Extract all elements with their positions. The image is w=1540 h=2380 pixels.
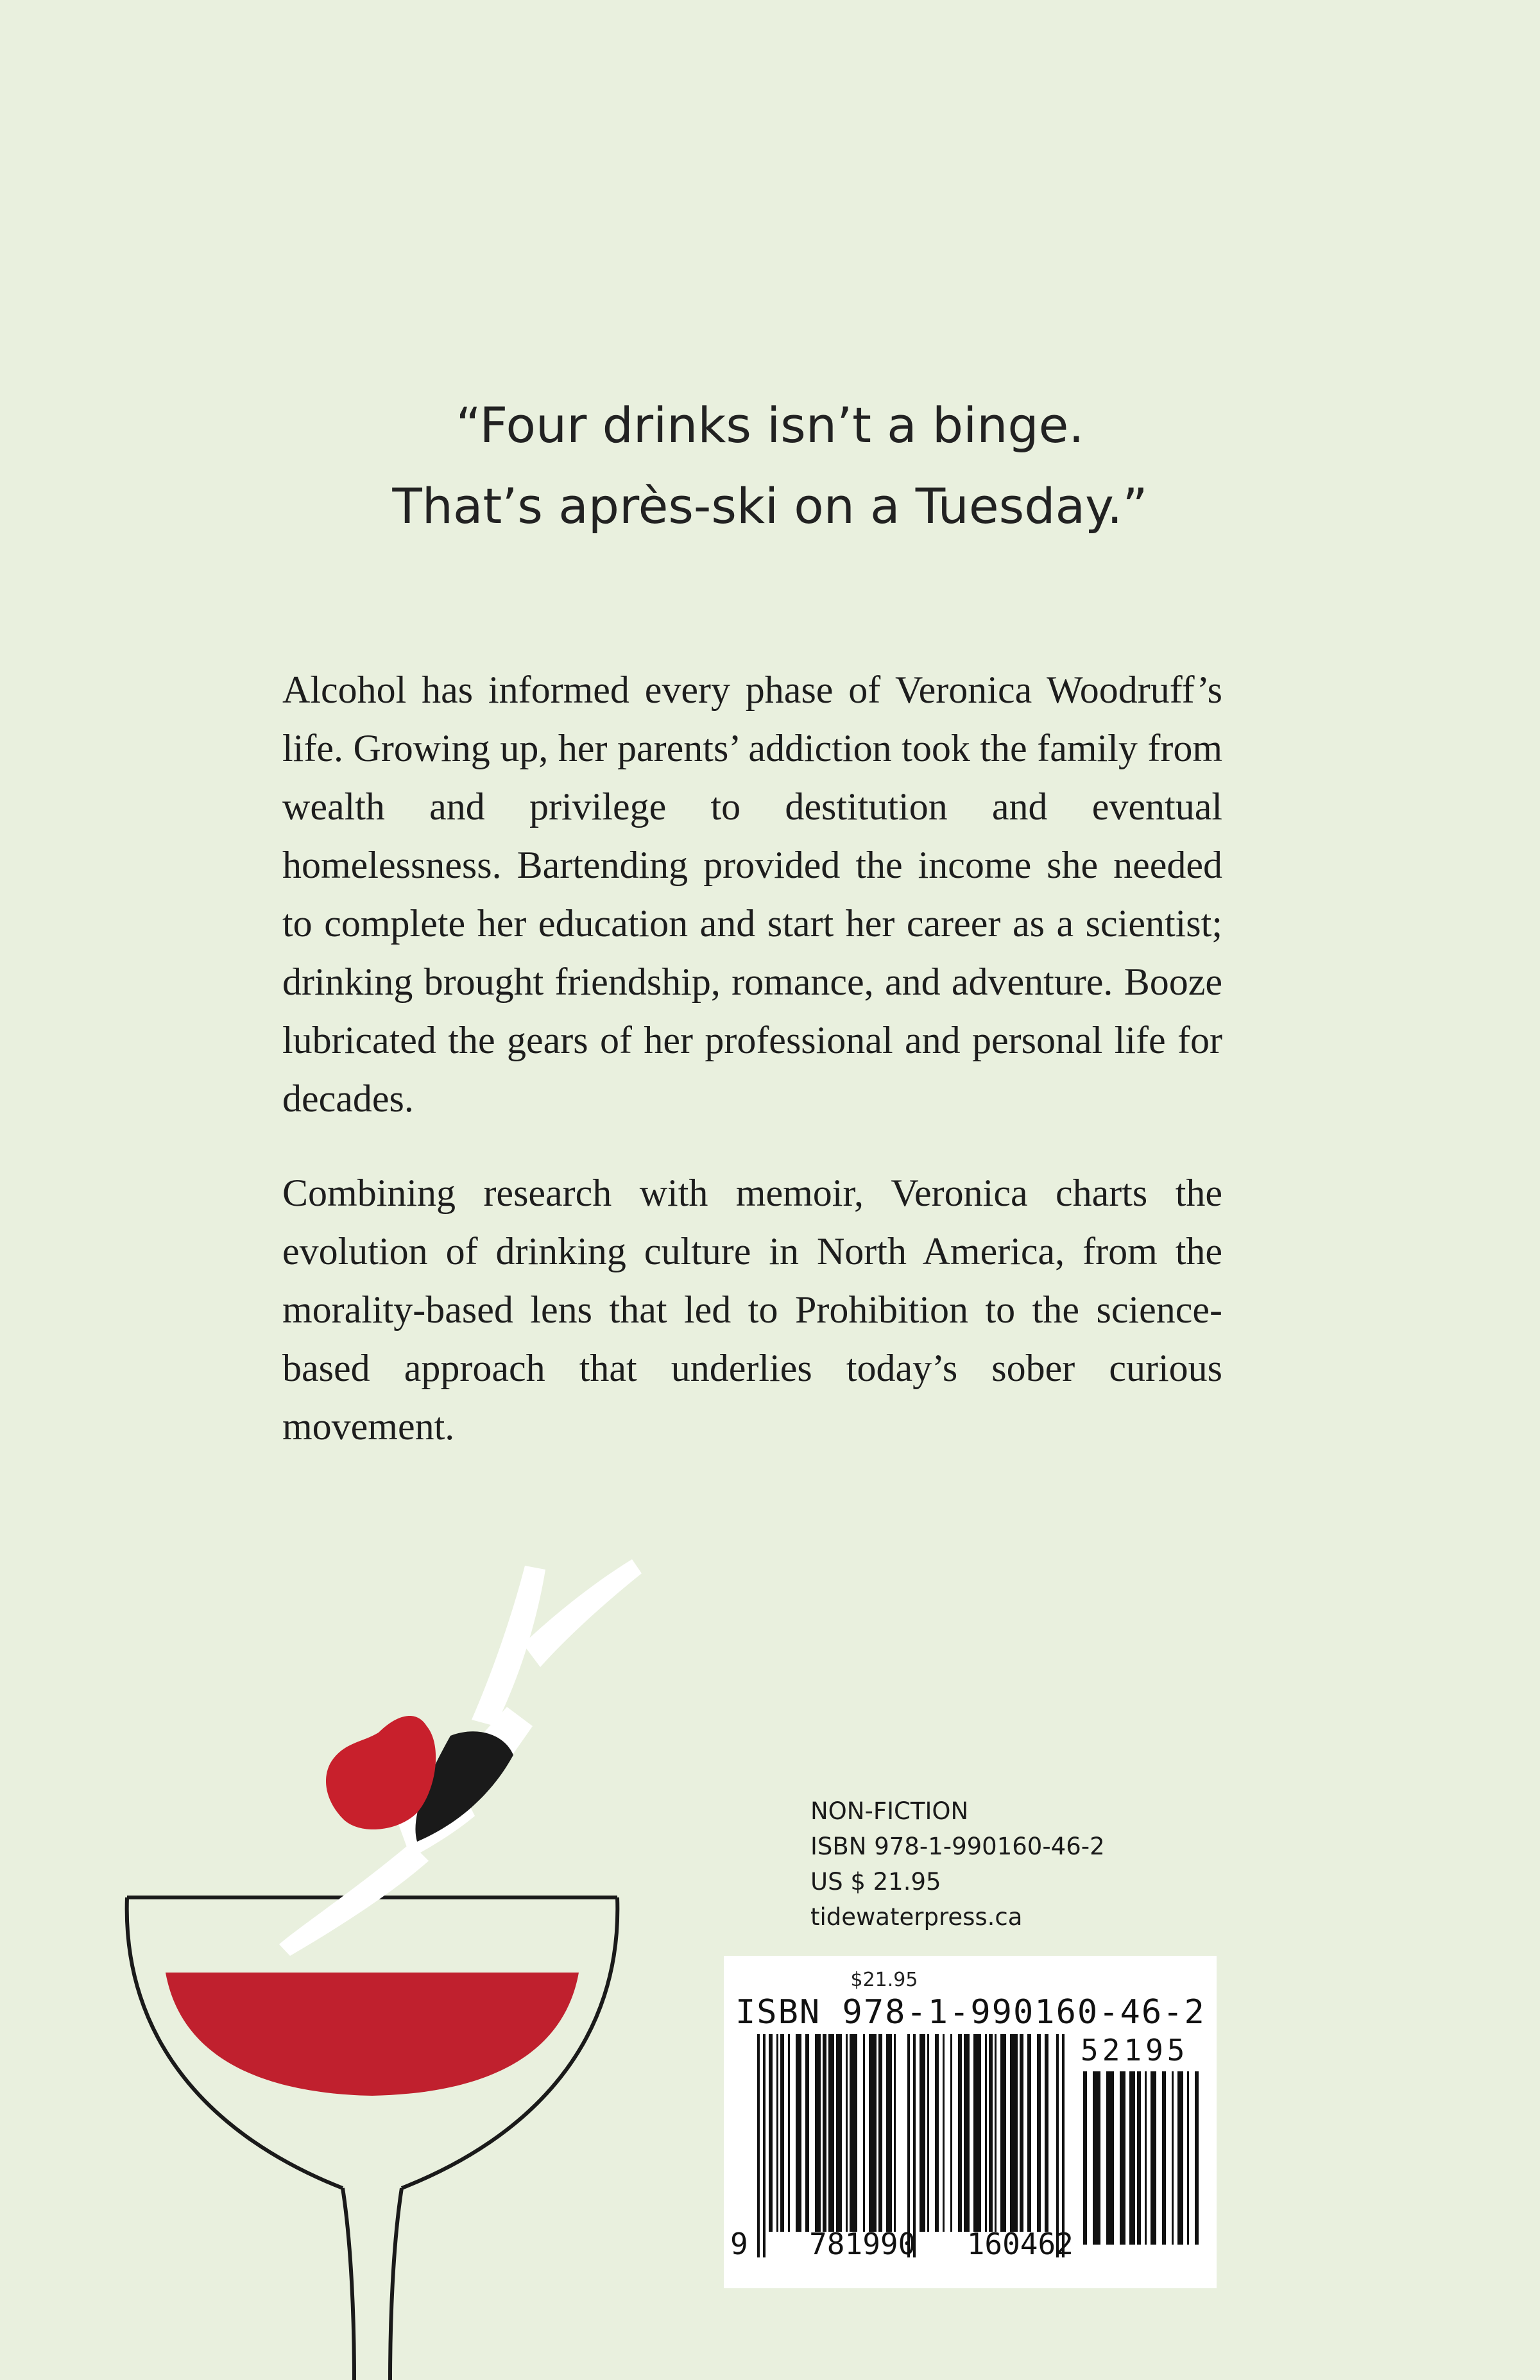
barcode-addon-number: 52195 bbox=[1081, 2033, 1189, 2068]
barcode-guard-bar bbox=[907, 2034, 910, 2257]
barcode-guard-bar bbox=[1062, 2034, 1065, 2257]
quote-line-2: That’s après-ski on a Tuesday.” bbox=[392, 477, 1148, 535]
description-paragraph-2: Combining research with memoir, Veronica charts the evolution of drinking culture in North America, from the morality-based lens that led to Prohibition to the science-based approach that underlies today’s sober curious movement. bbox=[282, 1172, 1222, 1448]
barcode-bar bbox=[950, 2034, 952, 2232]
isbn-text: ISBN 978-1-990160-46-2 bbox=[810, 1833, 1105, 1860]
barcode-bar bbox=[1145, 2071, 1147, 2245]
barcode-digits bbox=[730, 2227, 1074, 2261]
barcode-bar bbox=[1195, 2071, 1199, 2245]
barcode-bar bbox=[886, 2034, 892, 2232]
barcode-price: $21.95 bbox=[850, 1969, 918, 1991]
barcode-bar bbox=[1020, 2034, 1023, 2232]
price-text: US $ 21.95 bbox=[810, 1868, 941, 1896]
barcode-bar bbox=[869, 2034, 877, 2232]
barcode-panel bbox=[724, 1956, 1217, 2288]
barcode-bar bbox=[776, 2034, 778, 2232]
barcode-bar bbox=[796, 2034, 801, 2232]
barcode-bar bbox=[894, 2034, 896, 2232]
barcode-bar bbox=[1177, 2071, 1183, 2245]
barcode-bar bbox=[823, 2034, 826, 2232]
barcode-bar bbox=[1027, 2034, 1031, 2232]
barcode-bar bbox=[878, 2034, 882, 2232]
glass-outline bbox=[127, 1897, 618, 2380]
barcode-bar bbox=[846, 2034, 848, 2232]
barcode-digit-group-2: 160462 bbox=[966, 2227, 1074, 2261]
barcode-bar bbox=[815, 2034, 821, 2232]
barcode-bar bbox=[1093, 2071, 1100, 2245]
barcode-bar bbox=[788, 2034, 790, 2232]
barcode-bar bbox=[964, 2034, 970, 2232]
barcode-bar bbox=[935, 2034, 939, 2232]
barcode-bar bbox=[805, 2034, 809, 2232]
barcode-guard-bar bbox=[913, 2034, 916, 2257]
genre-label: NON-FICTION bbox=[810, 1797, 969, 1825]
drink-liquid bbox=[166, 1973, 579, 2096]
publisher-info bbox=[810, 1794, 1105, 1935]
barcode-bar bbox=[1010, 2034, 1018, 2232]
barcode-bar bbox=[1162, 2071, 1166, 2245]
barcode-bar bbox=[989, 2034, 993, 2232]
barcode-bar bbox=[828, 2034, 834, 2232]
barcode-bar bbox=[1129, 2071, 1135, 2245]
barcode-bar bbox=[850, 2034, 857, 2232]
barcode-bar bbox=[1083, 2071, 1087, 2245]
barcode-guard-bar bbox=[763, 2034, 766, 2257]
barcode-first-digit: 9 bbox=[730, 2227, 748, 2261]
barcode-bar bbox=[973, 2034, 981, 2232]
barcode-bar bbox=[985, 2034, 987, 2232]
barcode-bar bbox=[920, 2034, 925, 2232]
publisher-website: tidewaterpress.ca bbox=[810, 1903, 1023, 1931]
barcode-bar bbox=[769, 2034, 773, 2232]
barcode-digit-group-1: 781990 bbox=[809, 2227, 916, 2261]
barcode-bar bbox=[1106, 2071, 1114, 2245]
barcode-bar bbox=[1137, 2071, 1141, 2245]
barcode-bar bbox=[780, 2034, 784, 2232]
barcode-guard-bar bbox=[1056, 2034, 1059, 2257]
barcode-bar bbox=[836, 2034, 842, 2232]
barcode-bar bbox=[863, 2034, 865, 2232]
barcode-bar bbox=[1045, 2034, 1048, 2232]
barcode-bar bbox=[958, 2034, 962, 2232]
barcode-bar bbox=[995, 2034, 997, 2232]
barcode-bar bbox=[1037, 2034, 1041, 2232]
quote-line-1: “Four drinks isn’t a binge. bbox=[456, 397, 1084, 454]
barcode-bar bbox=[927, 2034, 929, 2232]
barcode-bar bbox=[1187, 2071, 1189, 2245]
barcode-bar bbox=[1151, 2071, 1156, 2245]
barcode-bar bbox=[1000, 2034, 1006, 2232]
barcode-isbn: ISBN 978-1-990160-46-2 bbox=[735, 1993, 1206, 2032]
barcode-bar bbox=[943, 2034, 945, 2232]
description-paragraph-1: Alcohol has informed every phase of Veronica Woodruff’s life. Growing up, her parents’ addiction took the family from wealth and privilege to destitution and eventual homelessness. Bartending provided the income she needed to complete her education and start her career as a scientist; drinking brought friendship, romance, and adventure. Booze lubricated the gears of her professional and personal life for decades. bbox=[282, 669, 1222, 1120]
barcode-bar bbox=[1172, 2071, 1174, 2245]
barcode-guard-bar bbox=[757, 2034, 760, 2257]
barcode-bar bbox=[1120, 2071, 1125, 2245]
